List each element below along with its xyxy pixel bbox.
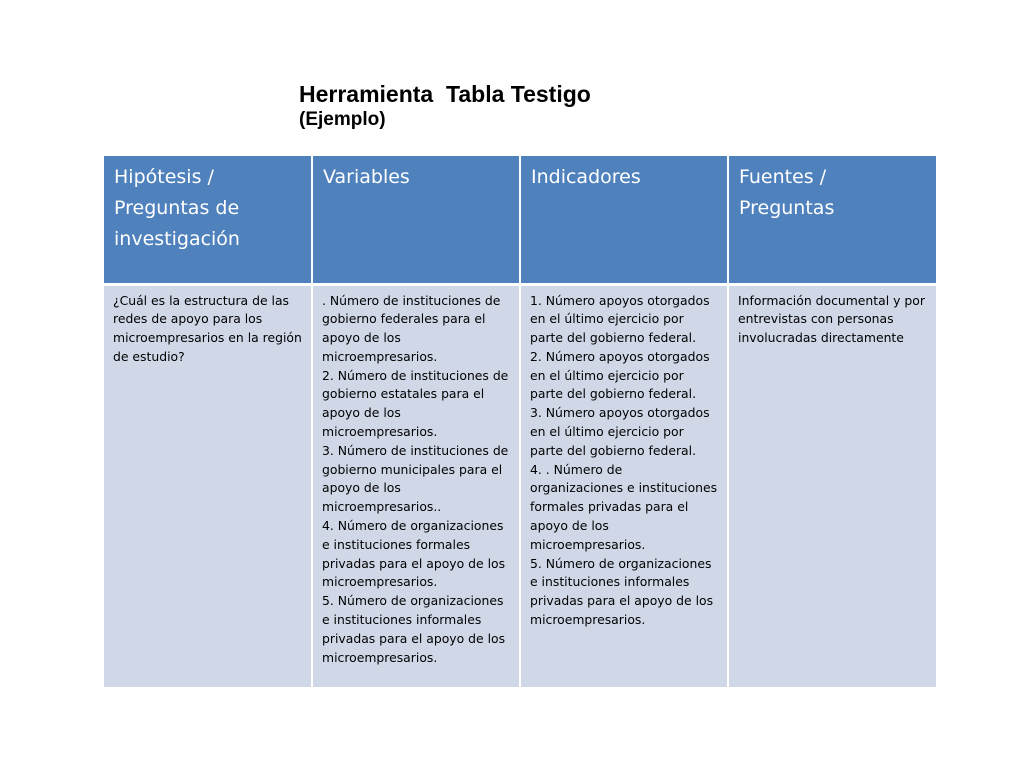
cell-fuentes-text: Información documental y por entrevistas con personas involucradas directamente bbox=[738, 292, 925, 346]
header-fuentes: Fuentes / Preguntas bbox=[728, 156, 936, 284]
header-hipotesis: Hipótesis / Preguntas de investigación bbox=[104, 156, 312, 284]
slide-title: Herramienta Tabla Testigo bbox=[299, 81, 591, 107]
cell-variables-text: . Número de instituciones de gobierno federales para el apoyo de los microempresarios. 2. Número de instituciones de gobierno estatales para el apoyo de los microempresarios. 3. Número de instituciones de gobierno municipales para el apoyo de los microempresarios.. 4. Número de organizaciones e instituciones formales privadas para el apoyo de los microempresarios. 5. Número de organizaciones e instituciones informales privadas para el apoyo de los microempresarios. bbox=[322, 292, 509, 665]
cell-fuentes bbox=[728, 284, 936, 687]
table-row bbox=[104, 284, 936, 687]
cell-indicadores-text: 1. Número apoyos otorgados en el último ejercicio por parte del gobierno federal. 2. Número apoyos otorgados en el último ejercicio por parte del gobierno federal. 3. Número apoyos otorgados en el último ejercicio por parte del gobierno federal. 4. . Número de organizaciones e instituciones formales privadas para el apoyo de los microempresarios. 5. Número de organizaciones e instituciones informales privadas para el apoyo de los microempresarios. bbox=[530, 292, 718, 628]
table-header-row bbox=[104, 156, 936, 284]
title-block bbox=[299, 80, 591, 132]
header-variables: Variables bbox=[312, 156, 520, 284]
slide-subtitle: (Ejemplo) bbox=[299, 109, 386, 130]
cell-variables bbox=[312, 284, 520, 687]
header-indicadores: Indicadores bbox=[520, 156, 728, 284]
witness-table bbox=[104, 156, 936, 687]
cell-indicadores bbox=[520, 284, 728, 687]
cell-hipotesis-text: ¿Cuál es la estructura de las redes de apoyo para los microempresarios en la región de estudio? bbox=[113, 292, 302, 364]
cell-hipotesis bbox=[104, 284, 312, 687]
